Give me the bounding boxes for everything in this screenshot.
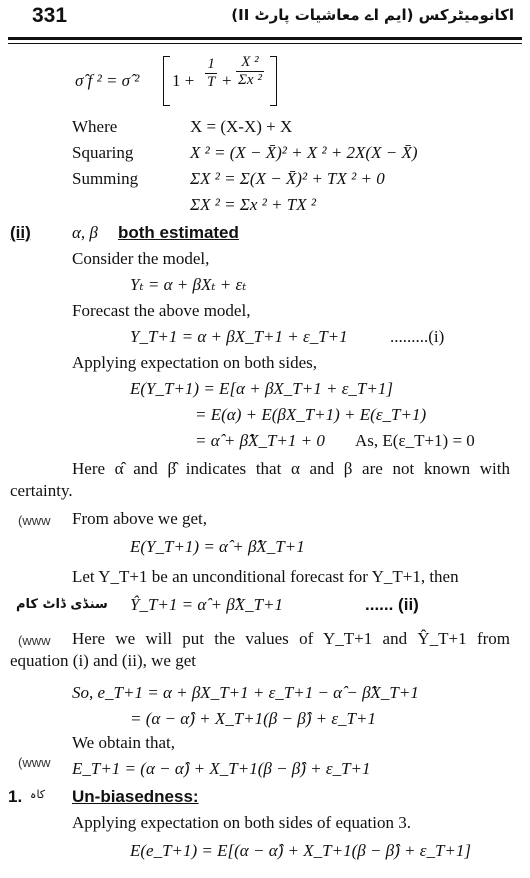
summing-label: Summing <box>72 169 139 188</box>
obtain-eq: E_T+1 = (α − α̂) + X_T+1(β − β̂) + ε_T+1 <box>72 759 371 778</box>
watermark-www-3: (www <box>18 755 51 770</box>
from-above-text: From above we get, <box>72 509 208 528</box>
page-number: 331 <box>32 4 68 27</box>
let-text: Let Y_T+1 be an unconditional forecast for Y_T+1, then <box>72 567 459 586</box>
left-bracket <box>163 56 170 106</box>
header-rule-thin <box>8 43 522 44</box>
forecast-eq: Y_T+1 = α + βX_T+1 + ε_T+1 <box>130 327 348 346</box>
exp-eq-2: = E(α) + E(βX_T+1) + E(ε_T+1) <box>195 405 427 424</box>
right-bracket <box>270 56 277 106</box>
exp-eq-4: E(Y_T+1) = α̂ + β̂X_T+1 <box>130 537 305 556</box>
book-title: اکانومیٹرکس (ایم اے معاشیات پارٹ II) <box>231 6 514 24</box>
section-1-eq: E(e_T+1) = E[(α − α̂) + X_T+1(β − β̂) + ε_T+1] <box>130 841 472 860</box>
consider-text: Consider the model, <box>72 249 210 268</box>
eq-one-plus: 1 + <box>172 71 195 90</box>
section-1-applying: Applying expectation on both sides of equation 3. <box>72 813 411 832</box>
here-paragraph: Here α̂ and β̂ indicates that α and β are not known with certainty. <box>10 459 510 500</box>
forecast-text: Forecast the above model, <box>72 301 251 320</box>
watermark-www-2: (www <box>18 633 51 648</box>
yhat-eq: Ŷ_T+1 = α̂ + β̂X_T+1 <box>130 595 284 614</box>
section-1-heading: Un-biasedness: <box>72 787 199 806</box>
section-1-marker: 1. <box>8 787 23 806</box>
exp-eq-3-note: As, E(ε_T+1) = 0 <box>355 431 475 450</box>
we-obtain-text: We obtain that, <box>72 733 175 752</box>
summing-eq: ΣX ² = Σ(X − X̄)² + TX ² + 0 <box>190 169 385 188</box>
squaring-eq: X ² = (X − X̄)² + X ² + 2X(X − X̄) <box>190 143 418 162</box>
eq-plus: + <box>222 71 232 90</box>
watermark-urdu-site: سنڈی ڈاٹ کام <box>16 597 108 612</box>
here-put-paragraph: Here we will put the values of Y_T+1 and Ŷ_T+1 from equation (i) and (ii), we get <box>10 629 510 670</box>
yhat-tag: ...... (ii) <box>365 595 419 614</box>
section-ii-heading: both estimated <box>118 223 239 242</box>
frac1-den: T <box>207 74 216 90</box>
where-label: Where <box>72 117 118 136</box>
eq-frac1 <box>205 56 217 91</box>
so-eq-2: = (α − α̂) + X_T+1(β − β̂) + ε_T+1 <box>130 709 376 728</box>
exp-eq-1: E(Y_T+1) = E[α + βX_T+1 + ε_T+1] <box>130 379 393 398</box>
watermark-www-1: (www <box>18 513 51 528</box>
section-ii-marker: (ii) <box>10 223 31 242</box>
frac1-num: 1 <box>205 56 217 74</box>
summing-eq2: ΣX ² = Σx ² + TX ² <box>190 195 316 214</box>
frac2-den: Σx ² <box>238 72 262 88</box>
exp-eq-3: = α̂ + β̂X_T+1 + 0 <box>195 431 325 450</box>
squaring-label: Squaring <box>72 143 134 162</box>
forecast-tag: .........(i) <box>390 327 445 346</box>
where-eq: X = (X-X) + X <box>190 117 293 136</box>
eq-frac2 <box>236 54 264 89</box>
frac2-num: X ² <box>236 54 264 72</box>
so-eq-1: So, e_T+1 = α + βX_T+1 + ε_T+1 − α̂ − β̂X_T+1 <box>72 683 419 702</box>
applying-text: Applying expectation on both sides, <box>72 353 318 372</box>
eq-sigma-lhs: σ̂ f ² = σ̂ ² <box>75 71 140 90</box>
model-eq: Yₜ = α + βXₜ + εₜ <box>130 275 247 294</box>
watermark-urdu-mark: کاہ <box>30 788 46 801</box>
section-ii-symbols: α, β <box>72 223 98 242</box>
header-rule-thick <box>8 37 522 40</box>
